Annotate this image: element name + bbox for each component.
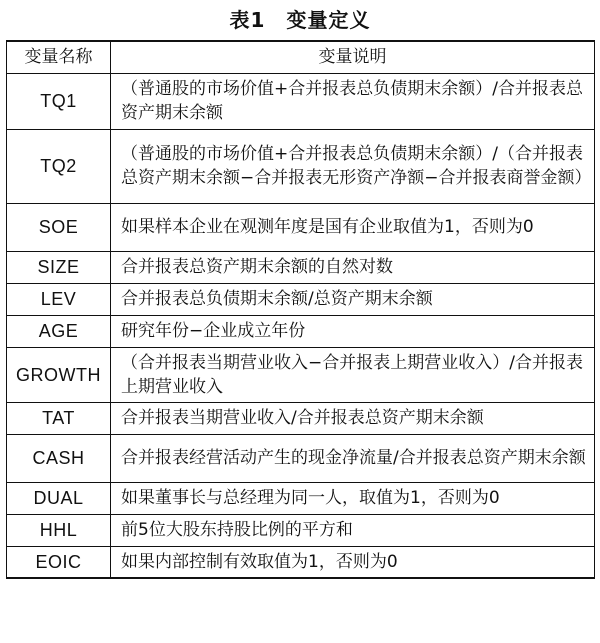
table-row [7, 546, 595, 578]
variable-description: 如果董事长与总经理为同一人，取值为1，否则为0 [111, 482, 595, 514]
variable-name: SIZE [7, 251, 111, 283]
table-row [7, 347, 595, 402]
table-header-row [7, 41, 595, 73]
variable-name: DUAL [7, 482, 111, 514]
table-row [7, 514, 595, 546]
variable-description: 研究年份−企业成立年份 [111, 315, 595, 347]
variable-description: 合并报表当期营业收入/合并报表总资产期末余额 [111, 402, 595, 434]
variable-name: LEV [7, 283, 111, 315]
variable-description: 合并报表经营活动产生的现金净流量/合并报表总资产期末余额 [111, 434, 595, 482]
variable-name: HHL [7, 514, 111, 546]
variable-name: GROWTH [7, 347, 111, 402]
column-header-variable-description: 变量说明 [111, 41, 595, 73]
variable-name: EOIC [7, 546, 111, 578]
column-header-variable-name: 变量名称 [7, 41, 111, 73]
variable-description: （合并报表当期营业收入−合并报表上期营业收入）/合并报表上期营业收入 [111, 347, 595, 402]
table-row [7, 315, 595, 347]
variable-description: 前5位大股东持股比例的平方和 [111, 514, 595, 546]
table-row [7, 434, 595, 482]
variable-name: TQ1 [7, 73, 111, 129]
table-row [7, 203, 595, 251]
variable-name: CASH [7, 434, 111, 482]
variable-name: AGE [7, 315, 111, 347]
variable-description: 合并报表总资产期末余额的自然对数 [111, 251, 595, 283]
variable-name: SOE [7, 203, 111, 251]
table-row [7, 482, 595, 514]
table-caption: 表1 变量定义 [229, 8, 371, 32]
variable-description: 如果内部控制有效取值为1，否则为0 [111, 546, 595, 578]
variable-name: TQ2 [7, 129, 111, 203]
variable-name: TAT [7, 402, 111, 434]
table-row [7, 73, 595, 129]
table-row [7, 251, 595, 283]
variable-description: （普通股的市场价值+合并报表总负债期末余额）/合并报表总资产期末余额 [111, 73, 595, 129]
variable-description: （普通股的市场价值+合并报表总负债期末余额）/（合并报表总资产期末余额−合并报表无形资产净额−合并报表商誉金额） [111, 129, 595, 203]
table-row [7, 129, 595, 203]
variable-definition-table [6, 40, 595, 579]
variable-description: 合并报表总负债期末余额/总资产期末余额 [111, 283, 595, 315]
variable-description: 如果样本企业在观测年度是国有企业取值为1，否则为0 [111, 203, 595, 251]
table-row [7, 402, 595, 434]
table-row [7, 283, 595, 315]
